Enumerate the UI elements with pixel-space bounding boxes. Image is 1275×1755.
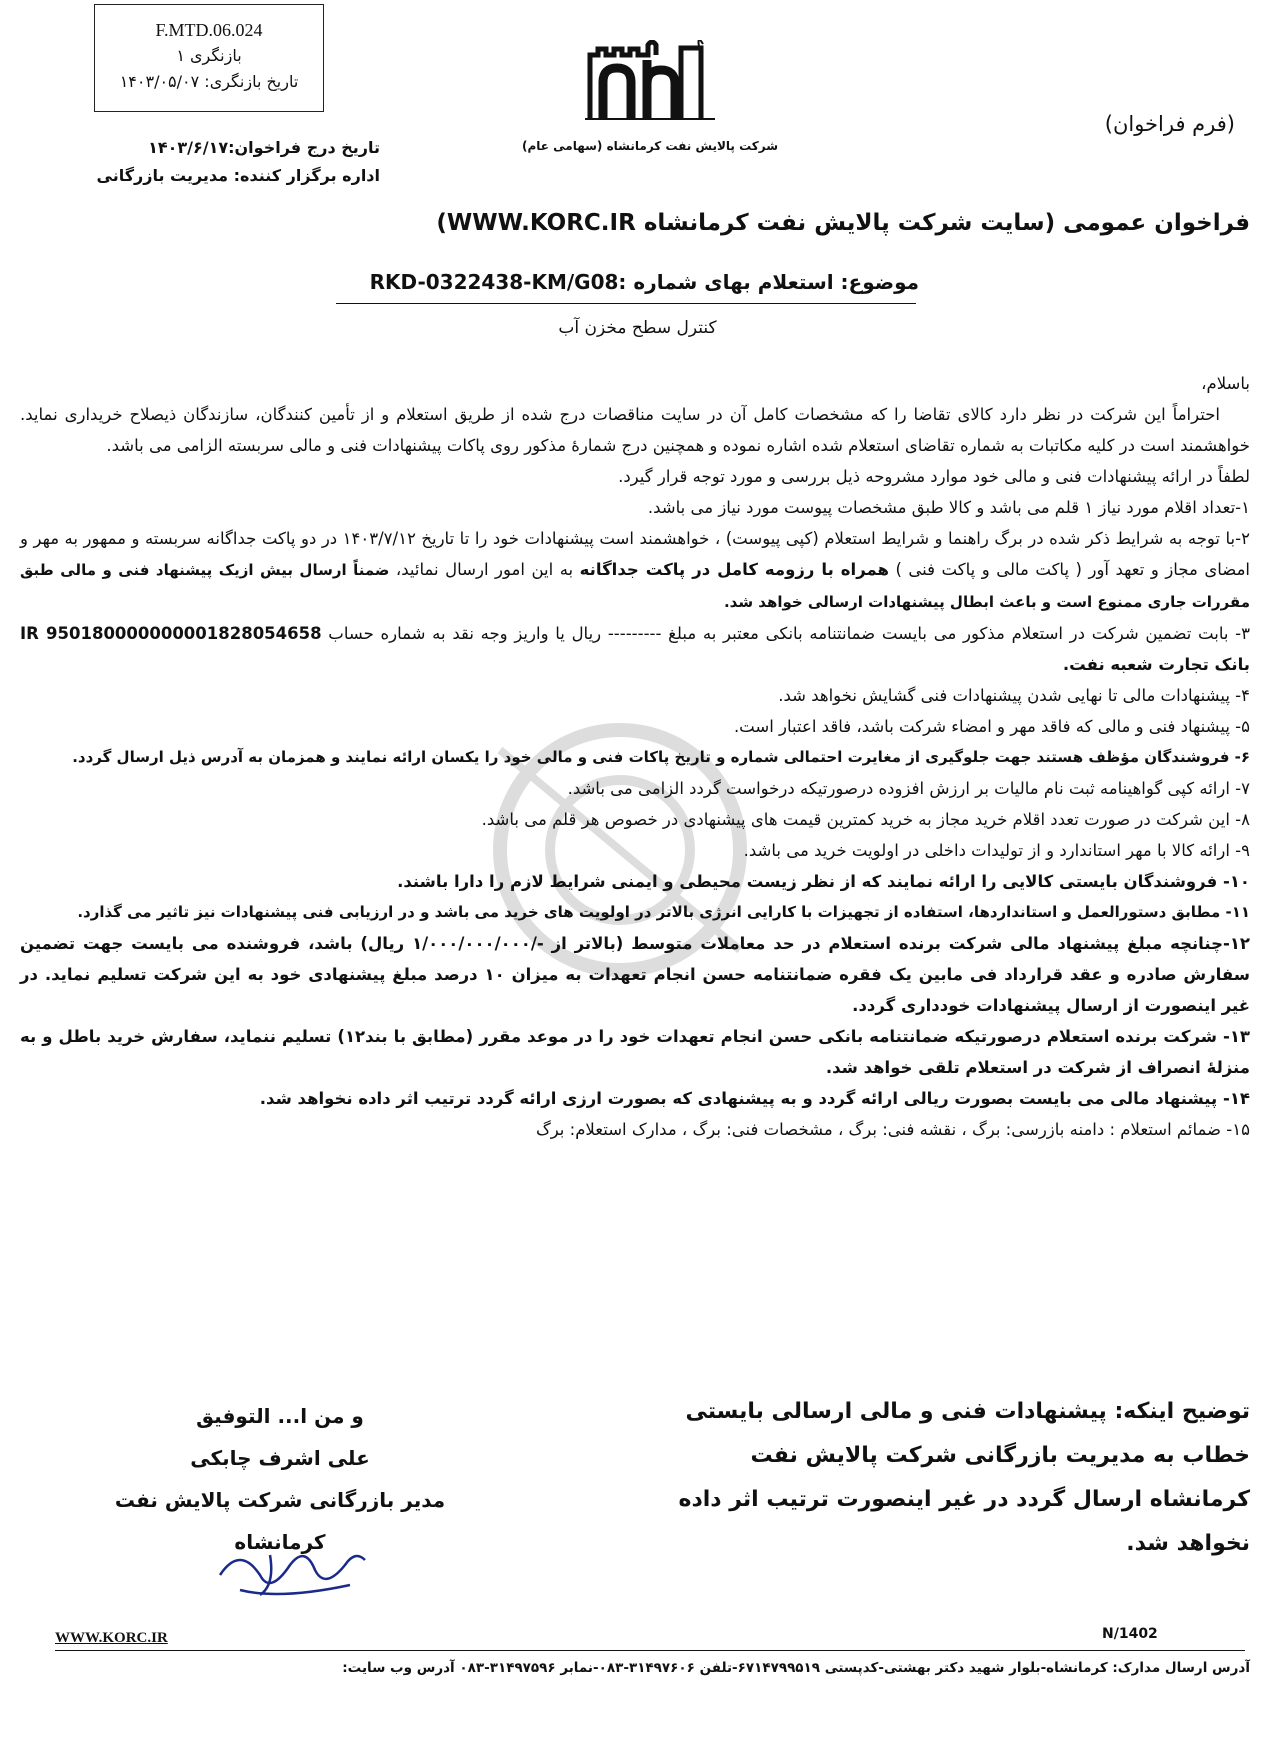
item-2 — [20, 523, 1250, 618]
item-4: ۴- پیشنهادات مالی تا نهایی شدن پیشنهادات فنی گشایش نخواهد شد. — [778, 686, 1250, 705]
footer-address: آدرس ارسال مدارک: کرمانشاه-بلوار شهید دکتر بهشتی-کدپستی ۶۷۱۴۷۹۹۵۱۹-تلفن ۳۱۴۹۷۶۰۶-۰۸۳-نمابر ۳۱۴۹۷۵۹۶-۰۸۳ آدرس وب سایت: — [342, 1660, 1250, 1676]
item-10: ۱۰- فروشندگان بایستی کالایی را ارائه نمایند که از نظر زیست محیطی و ایمنی شرایط لازم را دارا باشند. — [397, 872, 1250, 891]
website-link[interactable]: WWW.KORC.IR — [55, 1630, 168, 1646]
paragraph-instructions: لطفاً در ارائه پیشنهادات فنی و مالی خود موارد مشروحه ذیل بررسی و مورد توجه قرار گیرد. — [618, 467, 1250, 486]
submission-note: توضیح اینکه: پیشنهادات فنی و مالی ارسالی بایستی خطاب به مدیریت بازرگانی شرکت پالایش نفت کرمانشاه ارسال گردد در غیر اینصورت ترتیب اثر داده نخواهد شد. — [678, 1399, 1250, 1556]
revision-number: بازنگری ۱ — [176, 46, 242, 65]
item-8: ۸- این شرکت در صورت تعدد اقلام خرید مجاز به خرید کمترین قیمت های پیشنهادی در خصوص هر قلم می باشد. — [481, 810, 1250, 829]
item-2-emphasis: همراه با رزومه کامل در پاکت جداگانه — [579, 560, 889, 579]
item-title: کنترل سطح مخزن آب — [558, 318, 717, 338]
signer-name: علی اشرف چابکی — [190, 1446, 370, 1470]
subject-underline — [336, 303, 916, 304]
closing-phrase: و من ا... التوفیق — [196, 1404, 364, 1428]
item-13: ۱۳- شرکت برنده استعلام درصورتیکه ضمانتنامه بانکی حسن انجام تعهدات خود را در موعد مقرر (مطابق با بند۱۲) تسلیم ننماید، سفارش خرید باطل و به منزلهٔ انصراف از شرکت در استعلام تلقی خواهد شد. — [20, 1027, 1250, 1077]
item-7: ۷- ارائه کپی گواهینامه ثبت نام مالیات بر ارزش افزوده درصورتیکه درخواست گردد الزامی می باشد. — [567, 779, 1250, 798]
issue-date: تاریخ درج فراخوان:۱۴۰۳/۶/۱۷ — [148, 138, 380, 157]
form-code: F.MTD.06.024 — [155, 20, 263, 40]
item-12: ۱۲-چنانچه مبلغ پیشنهاد مالی شرکت برنده استعلام در حد معاملات متوسط (بالاتر از -/۱/۰۰۰/۰۰۰/۰۰۰ ریال) باشد، فروشنده می بایست جهت تضمین سفارش صادره و عقد قرارداد فی مابین یک فقره ضمانتنامه حسن انجام تعهدات به میزان ۱۰ درصد مبلغ پیشنهادی خود به این شرکت تسلیم نماید. در غیر اینصورت از ارسال پیشنهادات خودداری گردد. — [20, 934, 1250, 1015]
item-14: ۱۴- پیشنهاد مالی می بایست بصورت ریالی ارائه گردد و به پیشنهادی که بصورت ارزی ارائه گردد ترتیب اثر داده نخواهد شد. — [259, 1089, 1250, 1108]
item-5: ۵- پیشنهاد فنی و مالی که فاقد مهر و امضاء شرکت باشد، فاقد اعتبار است. — [733, 717, 1250, 736]
item-2-tail: به این امور ارسال نمائید، — [395, 560, 574, 579]
item-2-text: ۲-با توجه به شرایط ذکر شده در برگ راهنما و شرایط استعلام (کپی پیوست) ، خواهشمند است پیشنهادات خود را تا تاریخ ۱۴۰۳/۷/۱۲ در دو پاکت جداگانه سربسته و ممهور به مهر و امضای مجاز و تعهد آور ( پاکت مالی و پاکت فنی ) — [20, 529, 1250, 579]
item-2-note: ضمناً ارسال بیش ازیک پیشنهاد فنی و مالی طبق مقررات جاری ممنوع است و باعث ابطال پیشنهادات ارسالی خواهد شد. — [20, 561, 1250, 611]
form-code-box — [94, 4, 324, 112]
item-3-account: IR 950180000000001828054658 بانک تجارت شعبه نفت. — [20, 624, 1250, 674]
item-1: ۱-تعداد اقلام مورد نیاز ۱ قلم می باشد و کالا طبق مشخصات پیوست مورد نیاز می باشد. — [647, 498, 1250, 517]
headline: فراخوان عمومی (سایت شرکت پالایش نفت کرمانشاه WWW.KORC.IR) — [436, 210, 1250, 236]
form-title: (فرم فراخوان) — [1104, 112, 1235, 136]
page-code: N/1402 — [1102, 1626, 1158, 1642]
body-text — [20, 368, 1250, 1145]
organizer-department: اداره برگزار کننده: مدیریت بازرگانی — [96, 166, 380, 185]
company-logo — [585, 40, 715, 120]
paragraph-intro: احتراماً این شرکت در نظر دارد کالای تقاضا را که مشخصات کامل آن در سایت مناقصات درج شده از طریق استعلام و از تأمین کنندگان، سازندگان ذیصلاح خریداری نماید. خواهشمند است در کلیه مکاتبات به شماره تقاضای استعلام شده اشاره نموده و همچنین درج شمارهٔ مذکور روی پاکات پیشنهادات فنی و مالی سربسته الزامی می باشد. — [20, 405, 1250, 455]
revision-date: تاریخ بازنگری: ۱۴۰۳/۰۵/۰۷ — [119, 72, 299, 91]
company-name: شرکت پالایش نفت کرمانشاه (سهامی عام) — [521, 139, 779, 153]
item-6: ۶- فروشندگان مؤظف هستند جهت جلوگیری از مغایرت احتمالی شماره و تاریخ پاکات فنی و مالی خود را یکسان ارائه نمایند و همزمان به آدرس ذیل ارسال گردد. — [72, 748, 1250, 766]
subject: موضوع: استعلام بهای شماره :RKD-0322438-KM/G08 — [369, 270, 919, 294]
item-15: ۱۵- ضمائم استعلام : دامنه بازرسی: برگ ، نقشه فنی: برگ ، مشخصات فنی: برگ ، مدارک استعلام: برگ — [535, 1120, 1250, 1139]
handwritten-signature — [210, 1535, 380, 1605]
item-9: ۹- ارائه کالا با مهر استاندارد و از تولیدات داخلی در اولویت خرید می باشد. — [743, 841, 1250, 860]
greeting: باسلام، — [1201, 374, 1250, 393]
footer-divider — [55, 1650, 1245, 1651]
item-11: ۱۱- مطابق دستورالعمل و استانداردها، استفاده از تجهیزات با کارایی انرژی بالاتر در اولویت های خرید می باشد و در ارزیابی فنی پیشنهادات نیز تاثیر می گذارد. — [77, 903, 1250, 921]
item-3-text: ۳- بابت تضمین شرکت در استعلام مذکور می بایست ضمانتنامه بانکی معتبر به مبلغ --------- ریال یا واریز وجه نقد به شماره حساب — [328, 624, 1250, 643]
item-3 — [20, 618, 1250, 680]
signer-title: مدیر بازرگانی شرکت پالایش نفت کرمانشاه — [114, 1488, 446, 1554]
